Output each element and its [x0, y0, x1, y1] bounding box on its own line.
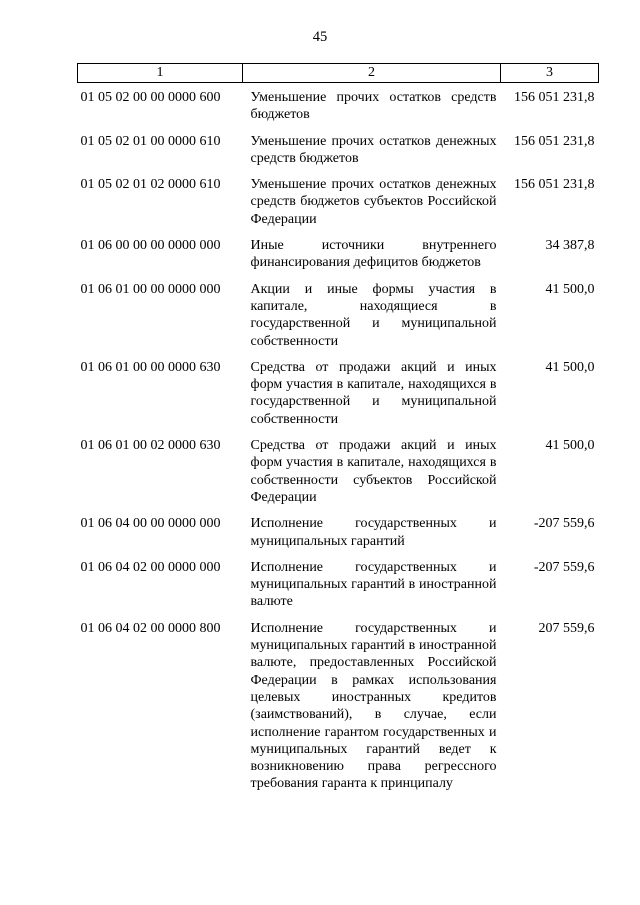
table-body	[78, 83, 599, 798]
row-code: 01 06 01 00 02 0000 630	[80, 438, 221, 454]
row-amount: 41 500,0	[545, 281, 595, 297]
header-col-3: 3	[501, 64, 599, 83]
table-header	[78, 64, 599, 83]
header-row	[78, 64, 599, 83]
table-row	[78, 616, 599, 798]
table-row	[78, 555, 599, 616]
header-col-1: 1	[78, 64, 243, 83]
table-row	[78, 233, 599, 277]
table-row	[78, 172, 599, 233]
row-name: Уменьшение прочих остатков средств бюджетов	[250, 90, 497, 123]
row-amount: 34 387,8	[545, 238, 595, 254]
page-number: 45	[312, 29, 328, 45]
row-amount: 156 051 231,8	[514, 177, 595, 193]
table-row	[78, 355, 599, 433]
row-code: 01 06 04 02 00 0000 800	[80, 620, 221, 636]
row-code: 01 06 01 00 00 0000 630	[80, 359, 221, 375]
row-code: 01 06 00 00 00 0000 000	[80, 238, 221, 254]
table-row	[78, 129, 599, 173]
row-code: 01 05 02 01 00 0000 610	[80, 133, 221, 149]
row-code: 01 06 04 00 00 0000 000	[80, 516, 221, 532]
row-amount: 41 500,0	[545, 438, 595, 454]
row-name: Уменьшение прочих остатков денежных средств бюджетов	[250, 133, 497, 166]
row-name: Средства от продажи акций и иных форм участия в капитале, находящихся в государственной и муниципальной собственности	[250, 359, 497, 427]
row-amount: -207 559,6	[533, 516, 595, 532]
row-name: Иные источники внутреннего финансирования дефицитов бюджетов	[250, 238, 497, 271]
row-amount: 156 051 231,8	[514, 90, 595, 105]
table-row	[78, 433, 599, 511]
row-code: 01 05 02 00 00 0000 600	[80, 90, 221, 105]
header-col-2: 2	[243, 64, 501, 83]
row-amount: 41 500,0	[545, 359, 595, 375]
row-code: 01 05 02 01 02 0000 610	[80, 177, 221, 193]
table-row	[78, 277, 599, 355]
row-name: Исполнение государственных и муниципальных гарантий	[250, 516, 497, 549]
row-amount: 156 051 231,8	[514, 133, 595, 149]
row-name: Средства от продажи акций и иных форм участия в капитале, находящихся в собственности субъектов Российской Федерации	[250, 438, 497, 505]
row-name: Исполнение государственных и муниципальных гарантий в иностранной валюте, предоставленных Российской Федерации в рамках использования целевых иностранных кредитов (заимствований), в случае, если исполнение гарантом государственных и муниципальных гарантий ведет к возникновению права регрессного требования гаранта к принципалу	[250, 620, 497, 792]
row-name: Уменьшение прочих остатков денежных средств бюджетов субъектов Российской Федерации	[250, 177, 497, 227]
row-code: 01 06 04 02 00 0000 000	[80, 559, 221, 575]
row-amount: 207 559,6	[538, 620, 595, 636]
sources-table	[77, 63, 599, 798]
table-row	[78, 511, 599, 555]
row-name: Исполнение государственных и муниципальных гарантий в иностранной валюте	[250, 559, 497, 610]
row-code: 01 06 01 00 00 0000 000	[80, 281, 221, 297]
row-name: Акции и иные формы участия в капитале, находящиеся в государственной и муниципальной собственности	[250, 281, 497, 349]
table-row	[78, 83, 599, 129]
row-amount: -207 559,6	[533, 559, 595, 575]
